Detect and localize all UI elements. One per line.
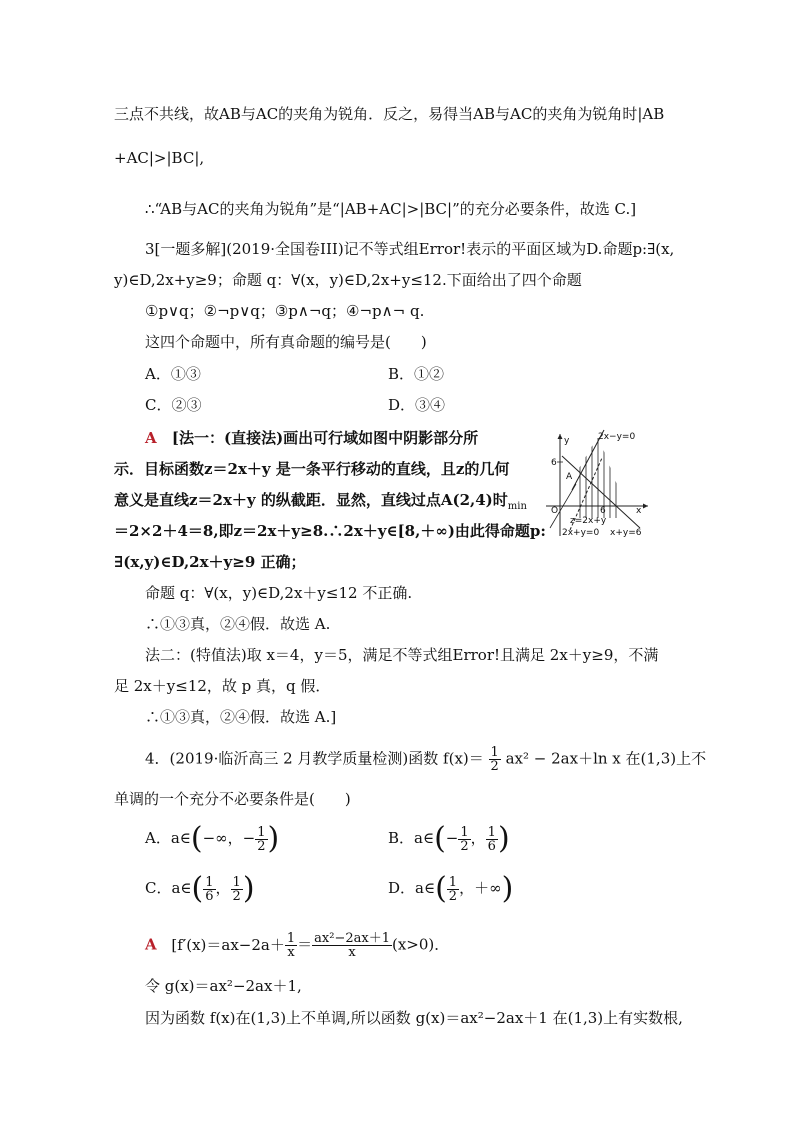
answer-line: 足 2x＋y≤12，故 p 真，q 假．: [114, 677, 331, 695]
axis-label-y: y: [564, 436, 570, 446]
answer-line: [145, 428, 478, 448]
answer-line: ∴①③真，②④假．故选 A.]: [145, 708, 337, 726]
text-line: ∴“AB与AC的夹角为锐角”是“|AB+AC|>|BC|”的充分必要条件，故选 C.]: [145, 200, 637, 218]
answer-line: 示．目标函数z＝2x＋y 是一条平行移动的直线，且z的几何: [114, 460, 510, 478]
fraction: $\frac{1}{2}$: [490, 745, 499, 774]
line-label: 2x+y=0: [562, 528, 600, 538]
option-d: D．③④: [388, 396, 446, 414]
answer-line: ∴①③真，②④假．故选 A.: [145, 615, 331, 633]
answer-letter: A: [145, 935, 157, 954]
option-c: C．a∈( $\frac{1}{6}$ ， $\frac{1}{2}$ ): [145, 871, 255, 906]
point-label: A: [566, 472, 573, 482]
axis-label-x: x: [636, 506, 642, 516]
question-3-line: ①p∨q；②¬p∨q；③p∧¬q；④¬p∧¬ q.: [145, 302, 425, 320]
answer-line: ＝2×2＋4＝8,即z＝2x＋y≥8.∴2x＋y∈[8,＋∞)由此得命题p:: [114, 522, 546, 540]
answer-line: A [f′(x)＝ax−2a＋ $\frac{1}{x}$ ＝ $\frac{\text{ax²−2ax＋1}}{x}$ (x>0)．: [145, 931, 450, 960]
answer-text: 意义是直线z＝2x＋y 的纵截距．显然，直线过点A(2,4)时: [114, 491, 508, 509]
option-c: C．②③: [145, 396, 202, 414]
answer-line: 令 g(x)＝ax²−2ax＋1,: [145, 977, 302, 995]
question-3-line: 3[一题多解](2019·全国卷III)记不等式组Error!表示的平面区域为D.命题p:∃(x,: [145, 240, 675, 258]
origin-label: O: [551, 506, 559, 516]
line-label: 2x−y=0: [598, 432, 636, 442]
question-3-line: y)∈D,2x+y≥9；命题 q：∀(x，y)∈D,2x+y≤12.下面给出了四个命题: [114, 271, 582, 289]
tick-label: 6: [600, 506, 606, 516]
option-d: D．a∈( $\frac{1}{2}$ ，＋∞): [388, 871, 514, 906]
text-line: +AC|>|BC|,: [114, 149, 205, 167]
option-a: A．a∈(−∞，− $\frac{1}{2}$ ): [145, 821, 280, 856]
answer-text: [法一：(直接法)画出可行域如图中阴影部分所: [171, 429, 479, 447]
line-label: x+y=6: [610, 528, 642, 538]
answer-letter: A: [145, 429, 157, 447]
question-text: 4．(2019·临沂高三 2 月教学质量检测)函数 f(x)＝: [145, 749, 484, 768]
text-line: 三点不共线，故AB与AC的夹角为锐角．反之，易得当AB与AC的夹角为锐角时|AB: [114, 105, 665, 123]
answer-line: 命题 q：∀(x，y)∈D,2x＋y≤12 不正确.: [145, 584, 413, 602]
option-b: B．a∈(− $\frac{1}{2}$ ， $\frac{1}{6}$ ): [388, 821, 510, 856]
option-a: A．①③: [145, 365, 201, 383]
tick-label: 6: [551, 458, 557, 468]
subscript: min: [507, 501, 527, 512]
option-b: B．①②: [388, 365, 445, 383]
answer-line: 因为函数 f(x)在(1,3)上不单调,所以函数 g(x)＝ax²−2ax＋1 在(1,3)上有实数根,: [145, 1009, 683, 1027]
line-label: z=2x+y: [570, 516, 607, 526]
question-4-line: 单调的一个充分不必要条件是( ): [114, 790, 351, 808]
question-text: ax² − 2ax＋ln x 在(1,3)上不: [505, 749, 707, 768]
answer-line: [114, 490, 527, 517]
question-4-line: [145, 746, 706, 773]
feasible-region-figure: [540, 428, 652, 540]
answer-line: 法二：(特值法)取 x＝4，y＝5，满足不等式组Error!且满足 2x＋y≥9，不满: [145, 646, 659, 664]
answer-line: ∃(x,y)∈D,2x＋y≥9 正确；: [114, 553, 306, 571]
question-3-line: 这四个命题中，所有真命题的编号是( ): [145, 333, 427, 351]
